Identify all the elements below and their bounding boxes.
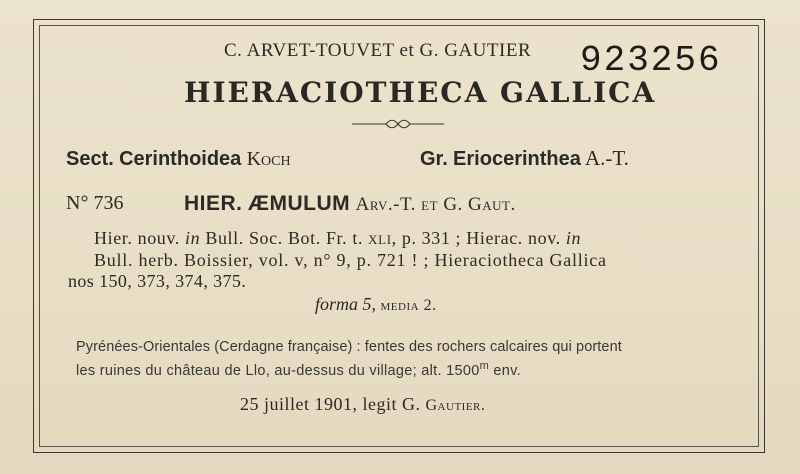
collector: Gautier. xyxy=(425,397,486,414)
group-name: Eriocerinthea xyxy=(453,148,581,170)
ref1-text-c: , p. 331 ; Hierac. nov. xyxy=(391,228,566,248)
collection-title: HIERACIOTHECA GALLICA xyxy=(184,76,657,109)
ref3-numbers: 150, 373, 374, 375. xyxy=(94,271,247,291)
specimen-number: N° 736 xyxy=(66,192,124,214)
reference-line-2: Bull. herb. Boissier, vol. v, n° 9, p. 721 ! ; Hieraciotheca Gallica xyxy=(94,250,607,270)
ref1-in: in xyxy=(185,228,201,248)
locality2-env: env. xyxy=(489,362,521,379)
forma: forma 5, xyxy=(315,294,377,314)
forma-line xyxy=(315,294,437,315)
media: media 2. xyxy=(380,297,437,314)
ref1-volume: xli xyxy=(368,228,392,248)
locality-line-2 xyxy=(76,360,521,379)
collection-date: 25 juillet 1901, legit G. xyxy=(240,394,421,414)
altitude-unit: m xyxy=(479,360,490,372)
section-line xyxy=(66,146,291,171)
reference-line-3 xyxy=(68,271,246,292)
species-epithet: ÆMULUM xyxy=(248,192,351,215)
species-genus: HIER. xyxy=(184,192,243,215)
ref1-text-a: Hier. nouv. xyxy=(94,228,186,248)
authors-line: C. ARVET-TOUVET et G. GAUTIER xyxy=(224,40,532,61)
ref1-in-2: in xyxy=(565,228,582,248)
ref1-text-b: Bull. Soc. Bot. Fr. t. xyxy=(200,228,369,248)
section-prefix: Sect. xyxy=(66,148,114,170)
ornament-divider-icon xyxy=(352,118,444,130)
species-line xyxy=(184,190,516,216)
reference-line-1 xyxy=(94,228,581,249)
group-author: A.-T. xyxy=(584,146,629,170)
section-name: Cerinthoidea xyxy=(119,148,242,170)
section-author: Koch xyxy=(246,148,291,170)
locality-line-1: Pyrénées-Orientales (Cerdagne française) : fentes des rochers calcaires qui portent xyxy=(76,339,622,355)
catalogue-number: 923256 xyxy=(580,40,722,81)
group-line xyxy=(420,146,629,171)
group-prefix: Gr. xyxy=(420,148,448,170)
collection-date-line xyxy=(240,394,485,415)
locality2-text: les ruines du château de Llo, au-dessus du village; alt. 1500 xyxy=(76,362,480,379)
ref3-nos: nos xyxy=(68,271,95,291)
species-author: Arv.-T. et G. Gaut. xyxy=(355,194,516,215)
